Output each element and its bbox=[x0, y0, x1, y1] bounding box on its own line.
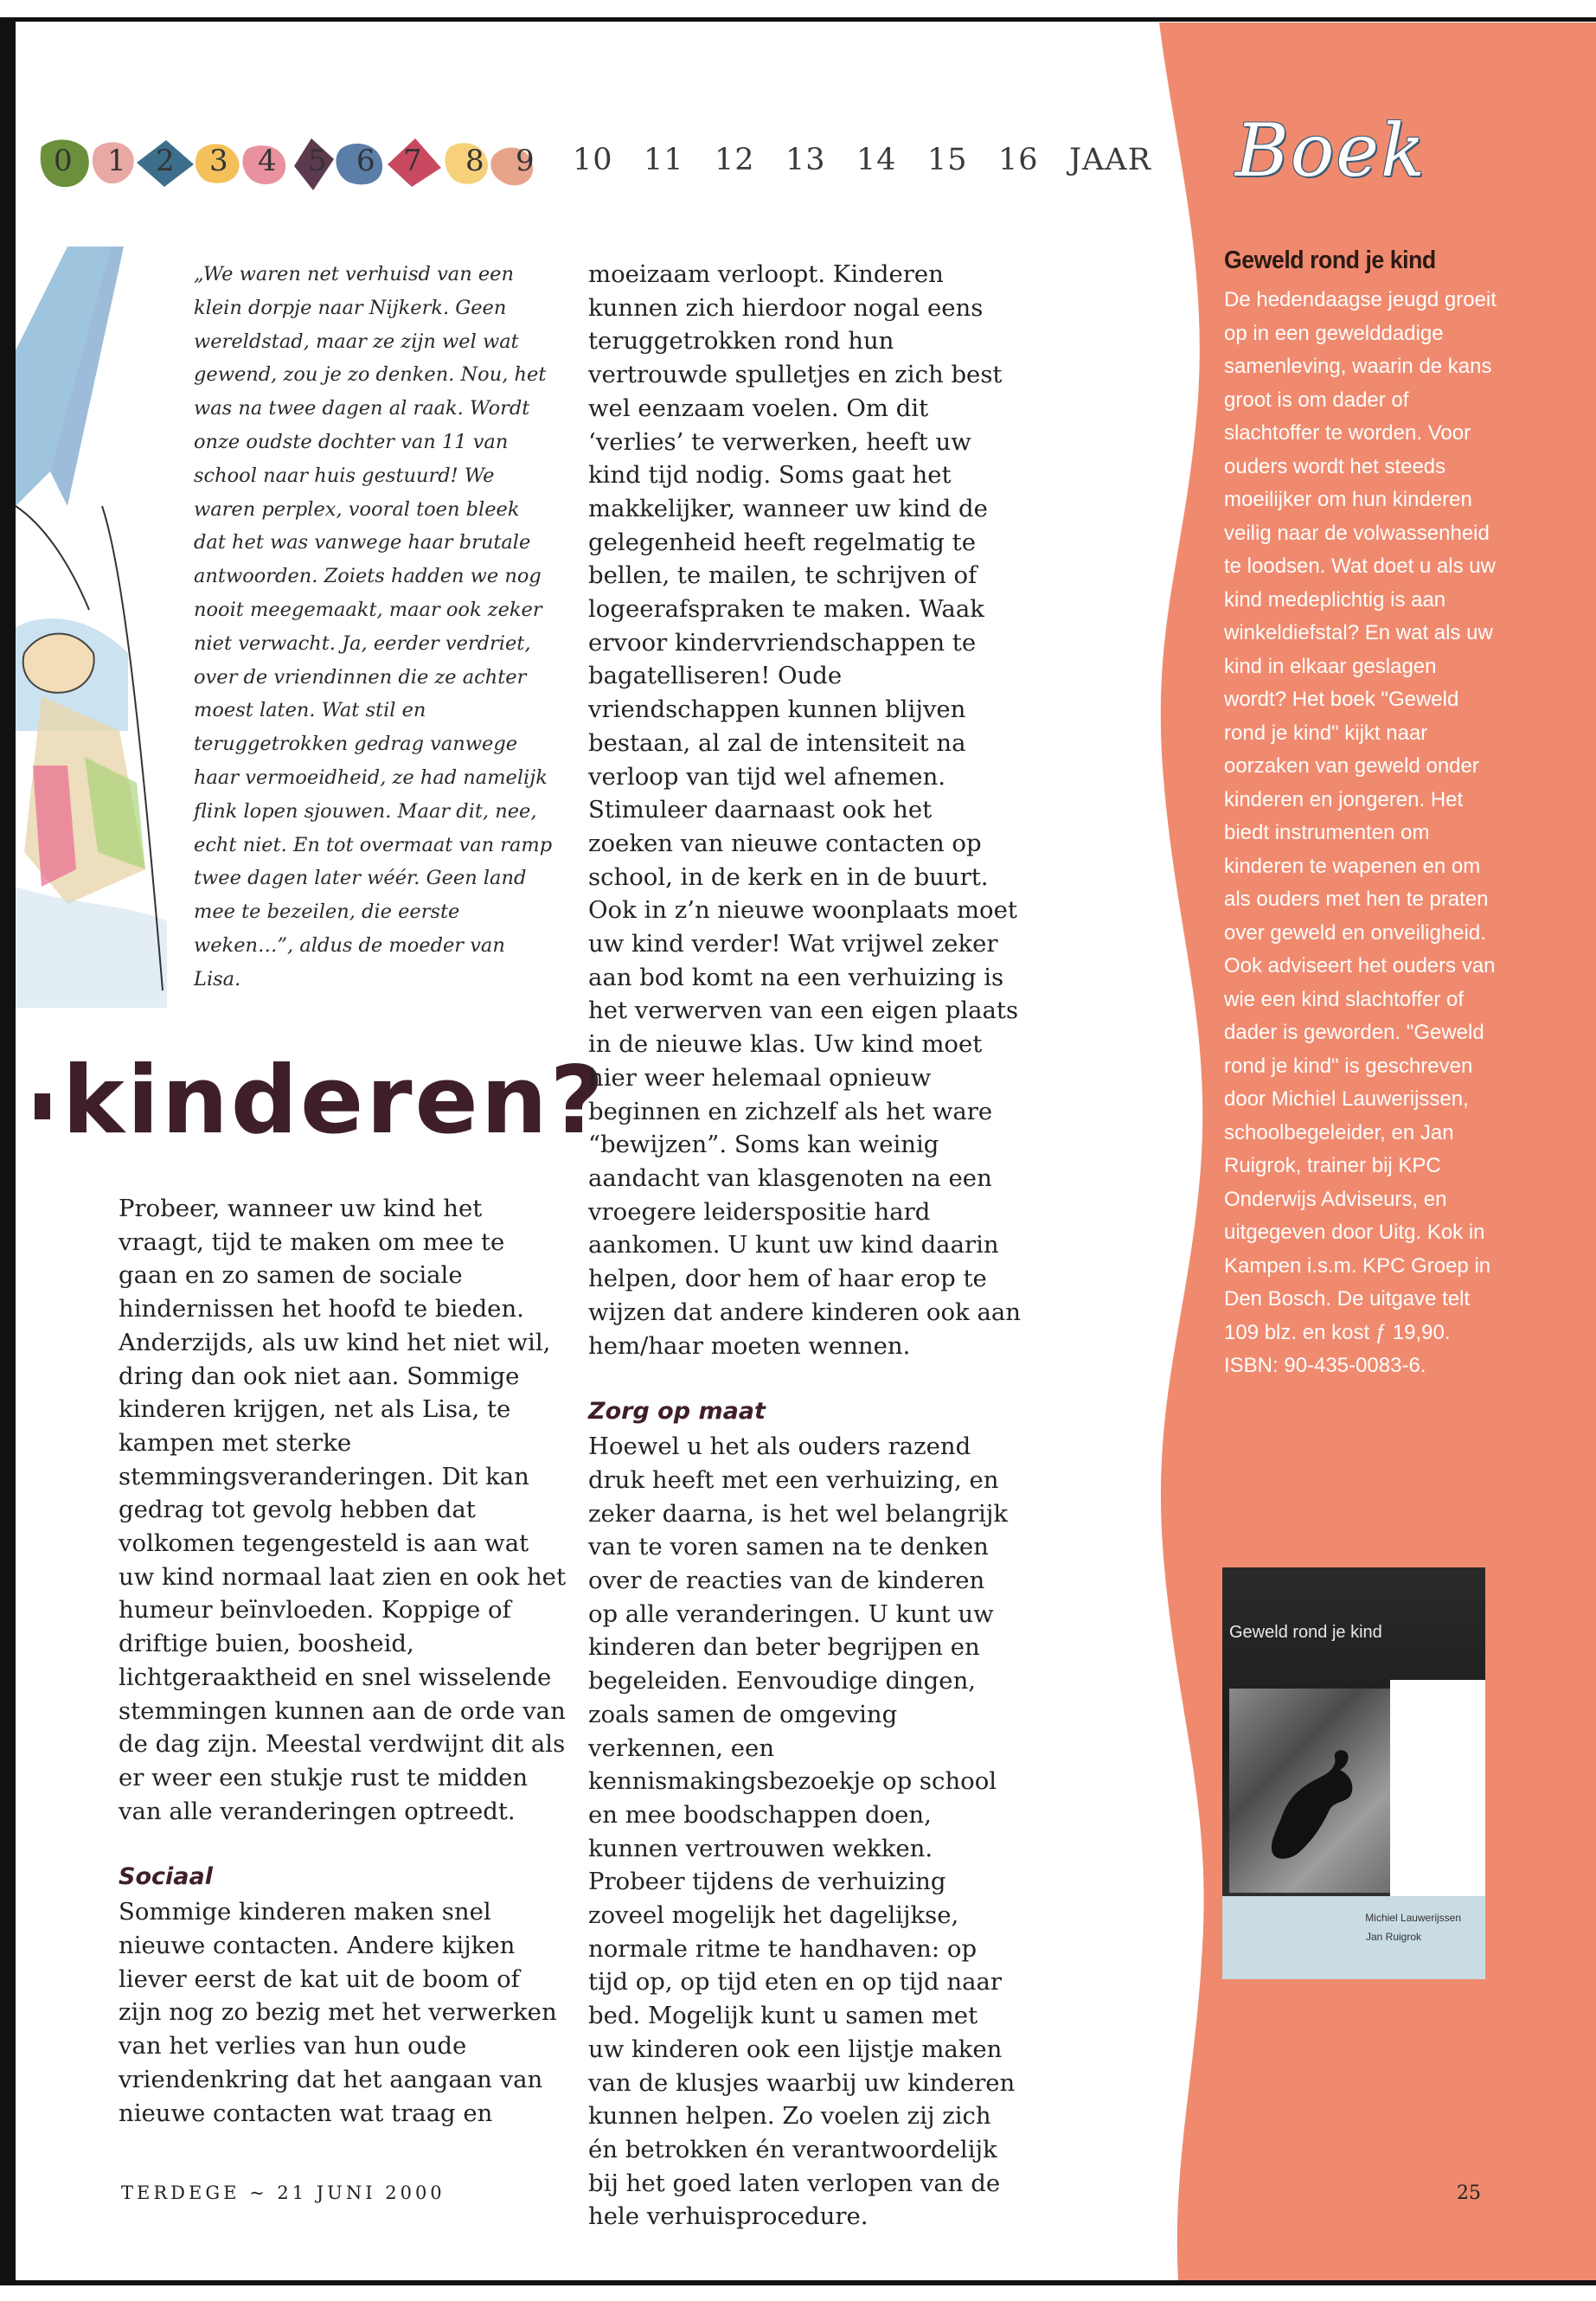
age-2: 2 bbox=[156, 144, 175, 178]
age-1: 1 bbox=[107, 144, 126, 178]
headline-text: kinderen? bbox=[62, 1047, 607, 1155]
article-column-middle bbox=[588, 258, 1021, 2234]
illustration-girl-moving bbox=[16, 247, 171, 1008]
age-7: 7 bbox=[403, 144, 422, 178]
article-headline bbox=[35, 1047, 606, 1155]
age-3: 3 bbox=[209, 144, 228, 178]
intro-quote: „We waren net verhuisd van een klein dorpje naar Nijkerk. Geen wereldstad, maar ze zijn wel wat gewend, zou je zo denken. Nou, het was na twee dagen al raak. Wordt onze oudste dochter van 11 van school naar huis gestuurd! We waren perplex, vooral toen bleek dat het was vanwege haar brutale antwoorden. Zoiets hadden we nog nooit meegemaakt, maar ook zeker niet verwacht. Ja, eerder verdriet, over de vriendinnen die ze achter moest laten. Wat stil en teruggetrokken gedrag vanwege haar vermoeidheid, ze had namelijk flink lopen sjouwen. Maar dit, nee, echt niet. En tot overmaat van ramp twee dagen later wéér. Geen land mee te bezeilen, die eerste weken…”, aldus de moeder van Lisa. bbox=[194, 263, 553, 990]
age-5: 5 bbox=[308, 144, 327, 178]
book-cover-image bbox=[1222, 1567, 1485, 1979]
age-6: 6 bbox=[356, 144, 375, 178]
paragraph: moeizaam verloopt. Kinderen kunnen zich hierdoor nogal eens teruggetrokken rond hun vertrouwde spulletjes en zich best wel eenzaam voelen. Om dit ‘verlies’ te verwerken, heeft uw kind tijd nodig. Soms gaat het makkelijker, wanneer uw kind de gelegenheid heeft regelmatig te bellen, te mailen, te schrijven of logeerafspraken te maken. Waak ervoor kindervriendschappen te bagatelliseren! Oude vriendschappen kunnen blijven bestaan, al zal de intensiteit na verloop van tijd wel afnemen. Stimuleer daarnaast ook het zoeken van nieuwe contacten op school, in de kerk en in de buurt. Ook in z’n nieuwe woonplaats moet uw kind verder! Wat vrijwel zeker aan bod komt na een verhuizing is het verwerven van een eigen plaats in de nieuwe klas. Uw kind moet hier weer helemaal opnieuw beginnen en zichzelf als het ware “bewijzen”. Soms kan weinig aandacht van klasgenoten na een vroegere leiderspositie hard aankomen. U kunt uw kind daarin helpen, door hem of haar erop te wijzen dat andere kinderen ook aan hem/haar moeten wennen. bbox=[588, 260, 1021, 1360]
sidebar-title: Geweld rond je kind bbox=[1224, 247, 1436, 274]
section-label-boek: Boek bbox=[1235, 108, 1426, 193]
book-author-1: Michiel Lauwerijssen bbox=[1365, 1912, 1461, 1924]
age-16: 16 bbox=[998, 143, 1039, 177]
book-cover-title: Geweld rond je kind bbox=[1229, 1623, 1382, 1642]
sidebar-body: De hedendaagse jeugd groeit op in een gewelddadige samenleving, waarin de kans groot is om dader of slachtoffer te worden. Voor ouders wordt het steeds moeilijker om hun kinderen veilig naar de volwassenheid te loodsen. Wat doet u als uw kind medeplichtig is aan winkeldiefstal? En wat als uw kind in elkaar geslagen wordt? Het boek "Geweld rond je kind" kijkt naar oorzaken van geweld onder kinderen en jongeren. Het biedt instrumenten om kinderen te wapenen en om als ouders met hen te praten over geweld en onveiligheid. Ook adviseert het ouders van wie een kind slachtoffer of dader is geworden. "Geweld rond je kind" is geschreven door Michiel Lauwerijssen, schoolbegeleider, en Jan Ruigrok, trainer bij KPC Onderwijs Adviseurs, en uitgegeven door Uitg. Kok in Kampen i.s.m. KPC Groep in Den Bosch. De uitgave telt 109 blz. en kost ƒ 19,90. ISBN: 90-435-0083-6. bbox=[1224, 288, 1497, 1377]
subheading-zorg-op-maat: Zorg op maat bbox=[588, 1398, 766, 1426]
age-12: 12 bbox=[715, 143, 755, 177]
book-cover-panel bbox=[1390, 1680, 1485, 1896]
publication-footer: TERDEGE ~ 21 JUNI 2000 bbox=[121, 2182, 445, 2203]
age-14: 14 bbox=[856, 143, 897, 177]
paragraph: Sommige kinderen maken snel nieuwe contacten. Andere kijken liever eerst de kat uit de boom of zijn nog zo bezig met het verwerken van het verlies van hun oude vriendenkring dat het aangaan van nieuwe contacten wat traag en bbox=[119, 1898, 557, 2127]
page-border-bottom bbox=[0, 2280, 1596, 2285]
page-number: 25 bbox=[1457, 2182, 1481, 2204]
book-cover-footer bbox=[1222, 1896, 1485, 1979]
age-15: 15 bbox=[927, 143, 968, 177]
age-0: 0 bbox=[54, 144, 73, 178]
age-13: 13 bbox=[785, 143, 826, 177]
age-unit: JAAR bbox=[1069, 143, 1151, 177]
subheading-sociaal: Sociaal bbox=[119, 1863, 213, 1891]
age-8: 8 bbox=[465, 144, 484, 178]
age-4: 4 bbox=[258, 144, 277, 178]
age-11: 11 bbox=[644, 143, 684, 177]
book-author-2: Jan Ruigrok bbox=[1365, 1931, 1421, 1943]
article-column-left bbox=[119, 1192, 568, 2130]
age-9: 9 bbox=[516, 144, 535, 178]
shadow-figure-icon bbox=[1229, 1689, 1399, 1893]
book-cover-photo bbox=[1229, 1689, 1399, 1893]
age-10: 10 bbox=[573, 143, 613, 177]
paragraph: Hoewel u het als ouders razend druk heeft met een verhuizing, en zeker daarna, is het wel belangrijk van te voren samen na te denken over de reacties van de kinderen op alle veranderingen. U kunt uw kinderen dan beter begrijpen en begeleiden. Eenvoudige dingen, zoals samen de omgeving verkennen, een kennismakingsbezoekje op school en mee boodschappen doen, kunnen vertrouwen wekken. Probeer tijdens de verhuizing zoveel mogelijk het dagelijkse, normale ritme te handhaven: op tijd op, op tijd eten en op tijd naar bed. Mogelijk kunt u samen met uw kinderen ook een lijstje maken van de klusjes waarbij uw kinderen kunnen helpen. Zo voelen zij zich én betrokken én verantwoordelijk bij het goed laten verlopen van de hele verhuisprocedure. bbox=[588, 1433, 1016, 2231]
paragraph: Probeer, wanneer uw kind het vraagt, tijd te maken om mee te gaan en zo samen de sociale hindernissen het hoofd te bieden. Anderzijds, als uw kind het niet wil, dring dan ook niet aan. Sommige kinderen krijgen, net als Lisa, te kampen met sterke stemmingsveranderingen. Dit kan gedrag tot gevolg hebben dat volkomen tegengesteld is aan wat uw kind normaal laat zien en ook het humeur beïnvloeden. Koppige of driftige buien, boosheid, lichtgeraaktheid en snel wisselende stemmingen kunnen aan de orde van de dag zijn. Meestal verdwijnt dit als er weer een stukje rust te midden van alle veranderingen optreedt. bbox=[119, 1195, 566, 1825]
book-sidebar bbox=[1224, 247, 1501, 1383]
